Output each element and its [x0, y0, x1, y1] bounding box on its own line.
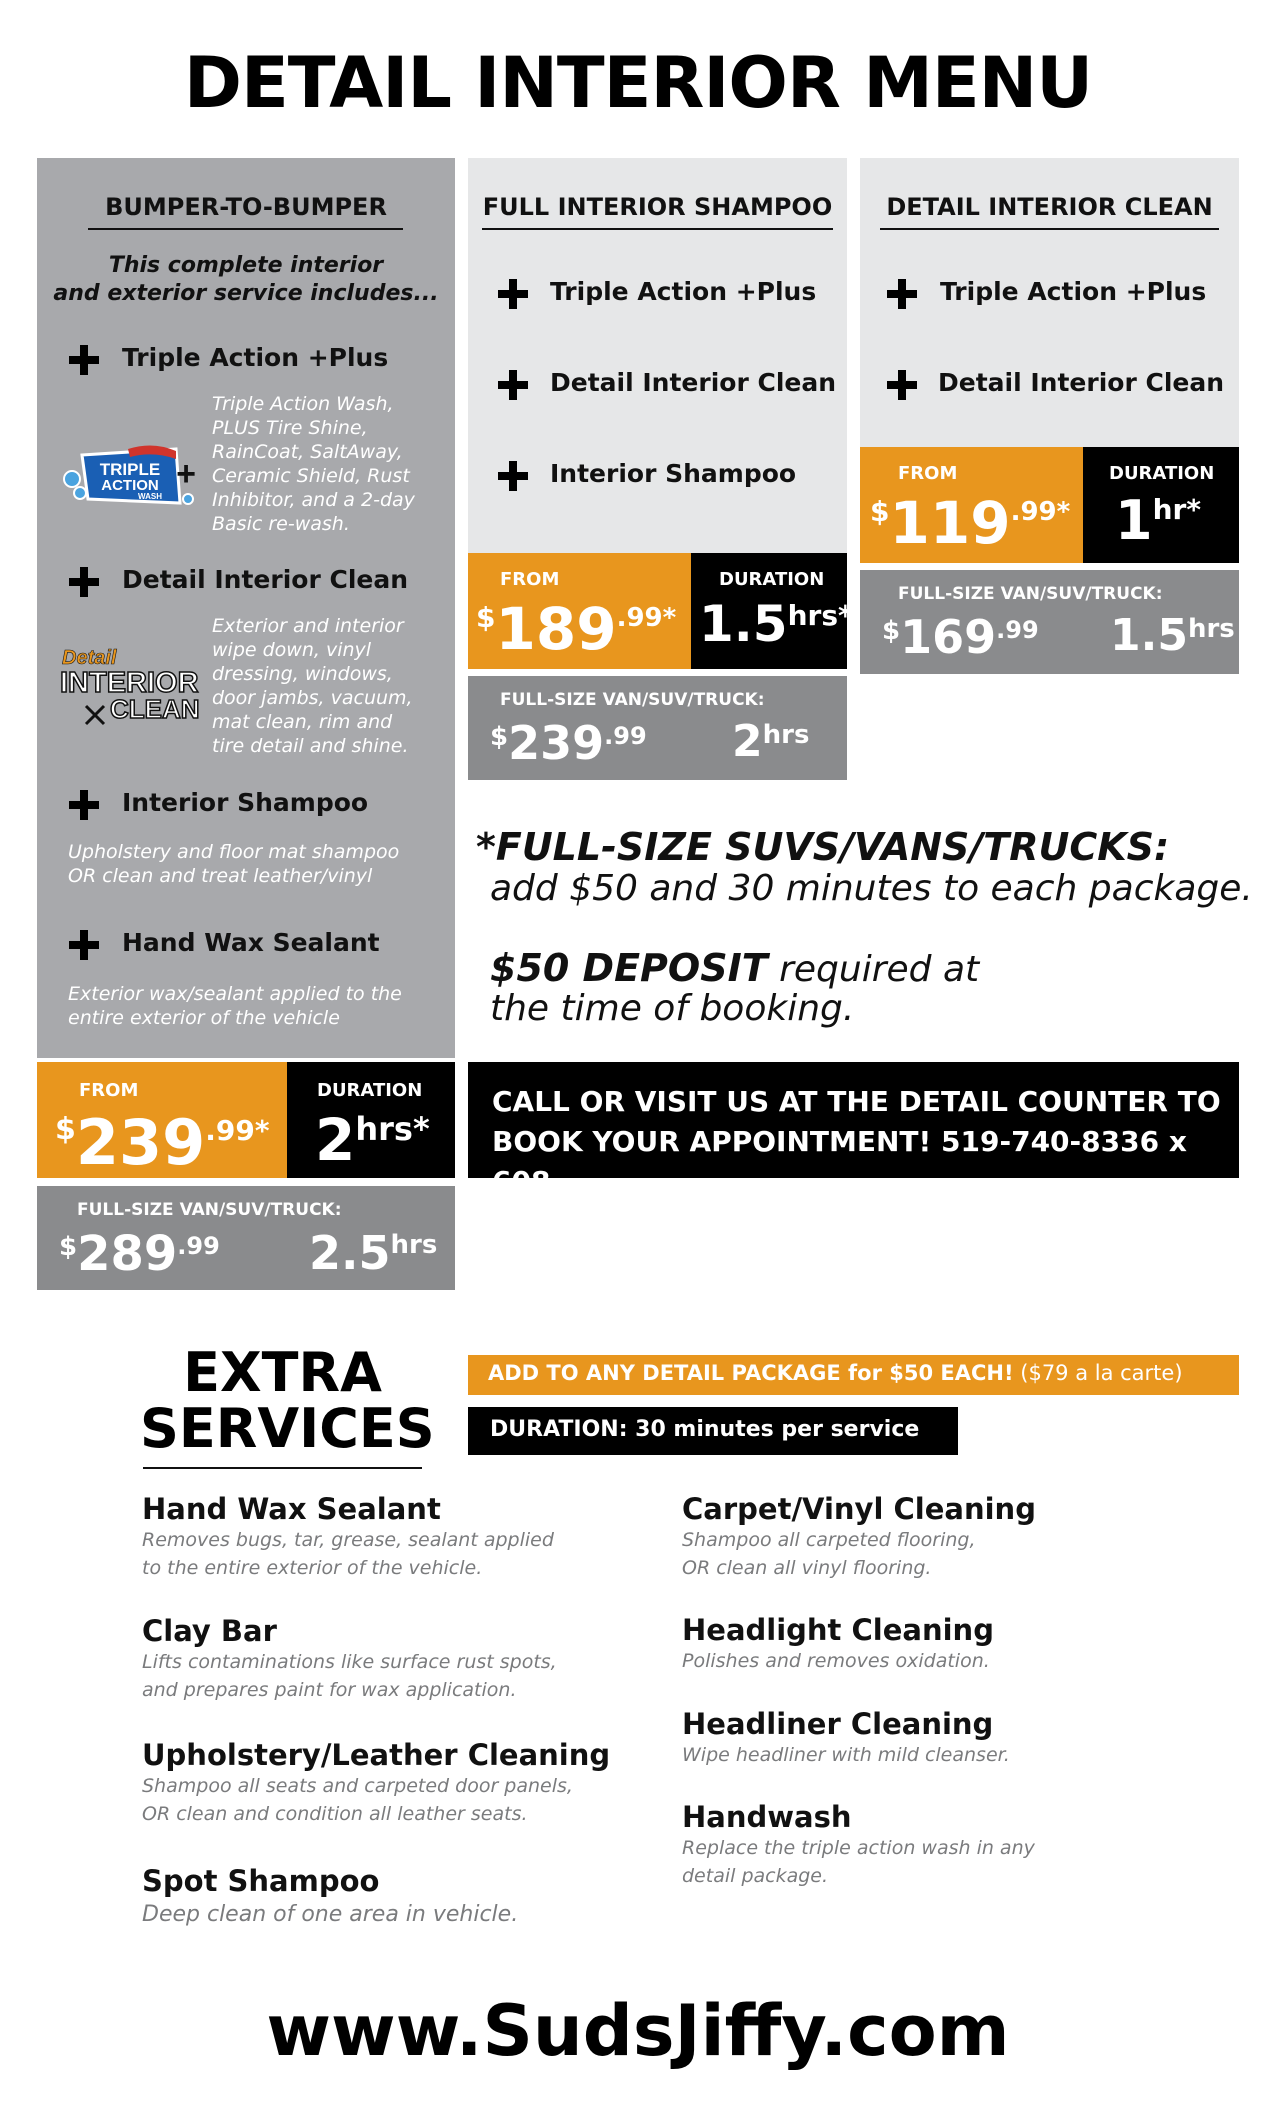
interior-clean-description — [212, 614, 413, 758]
clean-item-interior-clean: Detail Interior Clean — [938, 368, 1225, 397]
bumper-van-box — [37, 1186, 455, 1290]
service-desc: detail package. — [682, 1865, 829, 1887]
plus-icon — [887, 370, 917, 400]
shampoo-van-price — [490, 716, 647, 770]
bumper-price-box — [37, 1062, 287, 1178]
price-cents: .99 — [177, 1232, 220, 1260]
service-name: Spot Shampoo — [142, 1864, 380, 1898]
desc-line: Exterior wax/sealant applied to the — [68, 983, 402, 1005]
price-cents: .99* — [1010, 497, 1071, 527]
service-desc: Replace the triple action wash in any — [682, 1837, 1035, 1859]
svg-text:INTERIOR: INTERIOR — [60, 667, 199, 699]
clean-van-price — [882, 610, 1039, 664]
price-main: 119 — [889, 489, 1011, 557]
desc-line: PLUS Tire Shine, — [212, 417, 368, 439]
desc-line: Exterior and interior — [212, 615, 404, 637]
clean-item-triple-action: Triple Action +Plus — [940, 277, 1207, 306]
website-url[interactable]: www.SudsJiffy.com — [266, 1990, 1010, 2072]
plus-icon — [69, 930, 99, 960]
duration-unit: hrs* — [355, 1110, 430, 1148]
duration-unit: hrs — [390, 1230, 438, 1260]
price-cents: .99 — [996, 616, 1039, 644]
extra-service — [682, 1492, 1036, 1582]
duration-unit: hrs — [762, 720, 810, 750]
desc-line: dressing, windows, — [212, 663, 393, 685]
extra-duration-banner: DURATION: 30 minutes per service — [468, 1407, 958, 1455]
hand-wax-description — [68, 982, 402, 1030]
service-desc: Deep clean of one area in vehicle. — [142, 1902, 519, 1927]
service-desc: Lifts contaminations like surface rust spots, — [142, 1651, 557, 1673]
plus-icon — [887, 279, 917, 309]
service-desc: OR clean and condition all leather seats. — [142, 1803, 528, 1825]
bumper-duration — [315, 1106, 430, 1174]
service-desc: Wipe headliner with mild cleanser. — [682, 1744, 1010, 1766]
extra-service — [682, 1613, 994, 1675]
price-dollar: $ — [882, 616, 901, 646]
svg-text:CLEAN: CLEAN — [110, 694, 200, 724]
service-desc: Shampoo all seats and carpeted door panels, — [142, 1775, 573, 1797]
interior-clean-logo — [58, 640, 202, 732]
bumper-intro — [37, 252, 455, 308]
service-name: Handwash — [682, 1800, 852, 1834]
svg-text:ACTION: ACTION — [101, 477, 159, 494]
add-bold: ADD TO ANY DETAIL PACKAGE for $50 EACH! — [488, 1361, 1014, 1385]
extra-service — [682, 1707, 1010, 1769]
van-label: FULL-SIZE VAN/SUV/TRUCK: — [77, 1200, 342, 1220]
desc-line: Ceramic Shield, Rust — [212, 465, 410, 487]
suv-note-title: *FULL-SIZE SUVS/VANS/TRUCKS: — [476, 825, 1170, 869]
bumper-item-triple-action: Triple Action +Plus — [122, 343, 389, 372]
suv-note-text: add $50 and 30 minutes to each package. — [490, 868, 1253, 909]
call-to-action-banner — [468, 1062, 1239, 1198]
shampoo-duration-box — [691, 553, 853, 669]
van-label: FULL-SIZE VAN/SUV/TRUCK: — [898, 584, 1163, 604]
heading-underline — [880, 228, 1219, 230]
interior-shampoo-description — [68, 840, 399, 888]
cta-line: CALL OR VISIT US AT THE DETAIL COUNTER TO — [492, 1085, 1221, 1118]
price-main: 189 — [495, 595, 617, 663]
service-name: Carpet/Vinyl Cleaning — [682, 1492, 1036, 1526]
deposit-bold: $50 DEPOSIT — [490, 946, 768, 990]
triple-action-description — [212, 392, 415, 536]
shampoo-van-box — [468, 676, 847, 780]
price-cents: .99 — [604, 722, 647, 750]
service-desc: Shampoo all carpeted flooring, — [682, 1529, 976, 1551]
bumper-price — [55, 1106, 270, 1179]
add-note: ($79 a la carte) — [1020, 1361, 1183, 1385]
service-desc: and prepares paint for wax application. — [142, 1679, 517, 1701]
service-desc: OR clean all vinyl flooring. — [682, 1557, 932, 1579]
extra-service — [142, 1614, 557, 1704]
price-main: 169 — [900, 610, 997, 664]
desc-line: entire exterior of the vehicle — [68, 1007, 340, 1029]
svg-text:WASH: WASH — [138, 492, 162, 501]
extra-service — [142, 1864, 518, 1932]
shampoo-price-box — [468, 553, 691, 669]
duration-unit: hrs* — [787, 599, 853, 632]
desc-line: Triple Action Wash, — [212, 393, 394, 415]
duration-num: 2.5 — [309, 1226, 391, 1280]
desc-line: Basic re-wash. — [212, 513, 350, 535]
clean-price-box — [860, 447, 1083, 563]
heading-underline — [482, 228, 833, 230]
price-main: 289 — [77, 1226, 178, 1282]
desc-line: mat clean, rim and — [212, 711, 393, 733]
extra-title-line: SERVICES — [140, 1397, 435, 1460]
bumper-van-price — [59, 1226, 220, 1282]
extra-title-line: EXTRA — [183, 1341, 382, 1404]
price-dollar: $ — [55, 1112, 76, 1147]
clean-van-box — [860, 570, 1239, 674]
bumper-heading: BUMPER-TO-BUMPER — [105, 193, 387, 221]
extra-service — [142, 1492, 554, 1582]
plus-icon — [69, 790, 99, 820]
bumper-duration-box — [287, 1062, 455, 1178]
plus-icon — [498, 370, 528, 400]
van-label: FULL-SIZE VAN/SUV/TRUCK: — [500, 690, 765, 710]
duration-num: 1 — [1115, 489, 1153, 552]
svg-text:TRIPLE: TRIPLE — [99, 460, 161, 479]
clean-duration — [1115, 489, 1201, 552]
service-desc: Polishes and removes oxidation. — [682, 1650, 990, 1672]
plus-icon — [498, 461, 528, 491]
intro-line: This complete interior — [108, 253, 384, 278]
plus-icon — [69, 567, 99, 597]
deposit-note — [490, 946, 979, 990]
shampoo-item-interior-clean: Detail Interior Clean — [550, 368, 837, 397]
price-dollar: $ — [490, 722, 509, 752]
triple-action-wash-logo — [58, 445, 204, 507]
price-cents: .99* — [616, 603, 677, 633]
bumper-item-hand-wax: Hand Wax Sealant — [122, 928, 380, 957]
shampoo-item-triple-action: Triple Action +Plus — [550, 277, 817, 306]
extra-title-underline — [143, 1467, 422, 1469]
shampoo-duration — [699, 595, 853, 653]
from-label: FROM — [898, 463, 958, 484]
service-desc: Removes bugs, tar, grease, sealant applied — [142, 1529, 554, 1551]
desc-line: Inhibitor, and a 2-day — [212, 489, 415, 511]
extra-service — [142, 1738, 610, 1828]
deposit-text: required at — [767, 949, 980, 990]
cta-line: BOOK YOUR APPOINTMENT! 519-740-8336 x 608 — [492, 1125, 1187, 1198]
heading-underline — [88, 228, 403, 230]
add-to-package-banner — [468, 1355, 1239, 1395]
service-name: Hand Wax Sealant — [142, 1492, 441, 1526]
duration-num: 2 — [732, 716, 763, 767]
service-name: Headlight Cleaning — [682, 1613, 994, 1647]
shampoo-van-duration — [732, 716, 809, 767]
interior-clean-heading: DETAIL INTERIOR CLEAN — [886, 193, 1213, 221]
shampoo-heading: FULL INTERIOR SHAMPOO — [482, 193, 833, 221]
service-name: Headliner Cleaning — [682, 1707, 994, 1741]
shampoo-item-interior-shampoo: Interior Shampoo — [550, 459, 797, 488]
clean-duration-box — [1083, 447, 1239, 563]
duration-num: 1.5 — [1110, 610, 1188, 661]
desc-line: Upholstery and floor mat shampoo — [68, 841, 400, 863]
svg-text:+: + — [176, 455, 196, 493]
deposit-note-line2: the time of booking. — [490, 988, 855, 1029]
shampoo-price — [476, 595, 676, 663]
price-main: 239 — [508, 716, 605, 770]
duration-label: DURATION — [317, 1080, 423, 1101]
price-dollar: $ — [59, 1232, 78, 1262]
service-name: Clay Bar — [142, 1614, 277, 1648]
price-dollar: $ — [870, 495, 890, 528]
from-label: FROM — [500, 569, 560, 590]
service-name: Upholstery/Leather Cleaning — [142, 1738, 611, 1772]
service-desc: to the entire exterior of the vehicle. — [142, 1557, 483, 1579]
duration-num: 1.5 — [699, 595, 788, 653]
extra-service — [682, 1800, 1035, 1890]
duration-unit: hr* — [1152, 493, 1201, 526]
price-cents: .99* — [205, 1114, 270, 1147]
desc-line: wipe down, vinyl — [212, 639, 372, 661]
bumper-van-duration — [309, 1226, 437, 1280]
duration-unit: hrs — [1187, 614, 1235, 644]
desc-line: RainCoat, SaltAway, — [212, 441, 403, 463]
plus-icon — [69, 345, 99, 375]
duration-label: DURATION — [1109, 463, 1215, 484]
bumper-item-interior-clean: Detail Interior Clean — [122, 565, 409, 594]
price-main: 239 — [75, 1106, 206, 1179]
clean-van-duration — [1110, 610, 1235, 661]
desc-line: door jambs, vacuum, — [212, 687, 413, 709]
clean-price — [870, 489, 1070, 557]
plus-icon — [498, 279, 528, 309]
page-title: DETAIL INTERIOR MENU — [183, 42, 1093, 124]
price-dollar: $ — [476, 601, 496, 634]
duration-label: DURATION — [719, 569, 825, 590]
desc-line: tire detail and shine. — [212, 735, 409, 757]
desc-line: OR clean and treat leather/vinyl — [68, 865, 373, 887]
svg-text:Detail: Detail — [62, 647, 117, 669]
extra-services-title — [140, 1341, 435, 1460]
intro-line: and exterior service includes... — [53, 281, 439, 306]
bumper-item-interior-shampoo: Interior Shampoo — [122, 788, 369, 817]
from-label: FROM — [79, 1080, 139, 1101]
duration-num: 2 — [315, 1106, 356, 1174]
